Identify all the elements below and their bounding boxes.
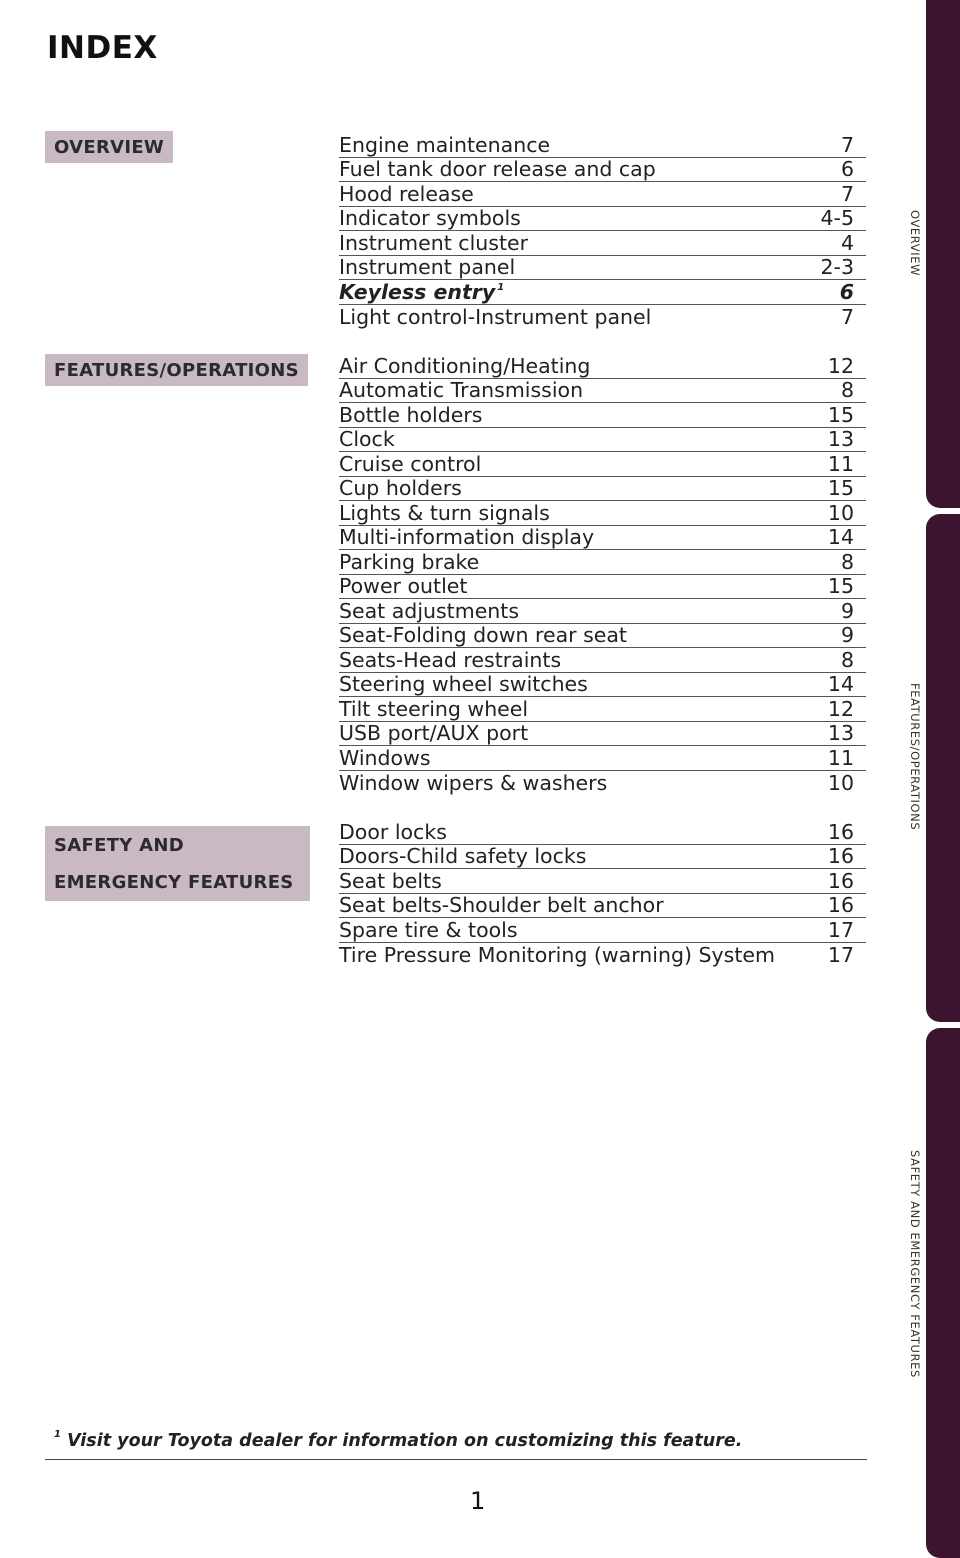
entry-label bbox=[339, 452, 481, 476]
entry-page-number: 2-3 bbox=[820, 255, 854, 279]
index-entry bbox=[339, 158, 866, 183]
index-entry bbox=[339, 697, 866, 722]
entry-page-number: 16 bbox=[827, 893, 854, 917]
entry-label-text: Keyless entry bbox=[339, 279, 496, 304]
entry-label-text: Cup holders bbox=[339, 476, 462, 500]
entry-label bbox=[339, 869, 442, 893]
entry-label-text: USB port/AUX port bbox=[339, 721, 529, 745]
entry-label bbox=[339, 305, 651, 329]
side-tab-features[interactable] bbox=[926, 514, 960, 1022]
index-entry bbox=[339, 305, 866, 330]
side-tab-safety[interactable] bbox=[926, 1028, 960, 1558]
index-entry bbox=[339, 550, 866, 575]
category-safety-line1: SAFETY AND bbox=[54, 835, 185, 856]
page-title: INDEX bbox=[47, 30, 158, 66]
entry-label-text: Doors-Child safety locks bbox=[339, 844, 587, 868]
entry-label bbox=[339, 844, 586, 868]
index-entry bbox=[339, 575, 866, 600]
entry-label bbox=[339, 525, 594, 549]
index-entry bbox=[339, 231, 866, 256]
entry-label-text: Air Conditioning/Heating bbox=[339, 353, 591, 378]
entry-label bbox=[339, 893, 664, 917]
footnote-divider bbox=[45, 1459, 867, 1460]
entry-label-text: Tilt steering wheel bbox=[339, 696, 529, 721]
entry-label bbox=[339, 403, 482, 427]
entry-label-text: Seats-Head restraints bbox=[339, 647, 562, 672]
index-entry bbox=[339, 501, 866, 526]
category-features-label: FEATURES/OPERATIONS bbox=[45, 354, 308, 386]
entry-label bbox=[339, 648, 561, 672]
index-entry bbox=[339, 820, 866, 845]
safety-entries bbox=[339, 820, 866, 967]
entry-label bbox=[339, 157, 656, 181]
index-entry bbox=[339, 182, 866, 207]
index-entry bbox=[339, 280, 866, 305]
entry-label bbox=[339, 721, 528, 745]
entry-page-number: 13 bbox=[827, 427, 854, 451]
entry-label-text: Seat adjustments bbox=[339, 598, 520, 623]
page-number: 1 bbox=[470, 1487, 486, 1515]
entry-label bbox=[339, 697, 528, 721]
entry-label-text: Parking brake bbox=[339, 549, 480, 574]
entry-label-text: Light control-Instrument panel bbox=[339, 305, 652, 329]
index-entry bbox=[339, 452, 866, 477]
entry-page-number: 16 bbox=[827, 819, 854, 844]
entry-label-text: Windows bbox=[339, 745, 431, 770]
entry-label bbox=[339, 378, 583, 402]
entry-label-text: Instrument cluster bbox=[339, 230, 529, 255]
entry-page-number: 9 bbox=[840, 623, 854, 647]
footnote-marker: 1 bbox=[54, 1429, 61, 1440]
index-entry bbox=[339, 403, 866, 428]
entry-page-number: 12 bbox=[827, 353, 854, 378]
entry-label bbox=[339, 206, 521, 230]
entry-label-text: Bottle holders bbox=[339, 402, 483, 427]
entry-label-text: Hood release bbox=[339, 181, 474, 206]
entry-label bbox=[339, 231, 528, 255]
entry-label bbox=[339, 574, 467, 598]
entry-label-text: Automatic Transmission bbox=[339, 378, 584, 402]
entry-label bbox=[339, 771, 607, 795]
entry-label-text: Fuel tank door release and cap bbox=[339, 157, 656, 181]
footnote bbox=[52, 1429, 742, 1451]
entry-label-text: Cruise control bbox=[339, 451, 482, 476]
entry-label-text: Multi-information display bbox=[339, 525, 595, 549]
entry-page-number: 4 bbox=[840, 230, 854, 255]
entry-page-number: 15 bbox=[827, 402, 854, 427]
category-overview-label: OVERVIEW bbox=[45, 131, 173, 163]
index-entry bbox=[339, 869, 866, 894]
entry-label bbox=[339, 476, 462, 500]
entry-label bbox=[339, 427, 395, 451]
entry-label bbox=[339, 276, 504, 304]
entry-label bbox=[339, 182, 474, 206]
entry-page-number: 7 bbox=[840, 305, 854, 329]
entry-page-number: 11 bbox=[827, 451, 854, 476]
entry-page-number: 8 bbox=[840, 549, 854, 574]
side-label-features: FEATURES/OPERATIONS bbox=[908, 683, 922, 831]
entry-page-number: 8 bbox=[840, 378, 854, 402]
index-entry bbox=[339, 624, 866, 649]
entry-label-text: Seat belts bbox=[339, 868, 442, 893]
entry-page-number: 17 bbox=[827, 917, 854, 942]
entry-label-text: Window wipers & washers bbox=[339, 771, 608, 795]
entry-page-number: 8 bbox=[840, 647, 854, 672]
index-entry bbox=[339, 746, 866, 771]
entry-page-number: 17 bbox=[827, 943, 854, 967]
entry-page-number: 14 bbox=[827, 525, 854, 549]
index-entry bbox=[339, 648, 866, 673]
entry-label-text: Indicator symbols bbox=[339, 206, 521, 230]
category-safety-line2: EMERGENCY FEATURES bbox=[54, 872, 294, 893]
entry-page-number: 15 bbox=[827, 574, 854, 598]
index-entry bbox=[339, 845, 866, 870]
entry-label-text: Spare tire & tools bbox=[339, 917, 518, 942]
index-entry bbox=[339, 918, 866, 943]
index-entry bbox=[339, 673, 866, 698]
entry-page-number: 14 bbox=[827, 672, 854, 696]
index-entry bbox=[339, 354, 866, 379]
entry-page-number: 7 bbox=[840, 181, 854, 206]
entry-label-text: Clock bbox=[339, 427, 395, 451]
footnote-text: Visit your Toyota dealer for information on customizing this feature. bbox=[67, 1431, 743, 1451]
entry-label bbox=[339, 501, 550, 525]
side-label-overview: OVERVIEW bbox=[908, 210, 922, 277]
entry-page-number: 13 bbox=[827, 721, 854, 745]
entry-label bbox=[339, 672, 588, 696]
entry-label bbox=[339, 133, 550, 157]
index-entry bbox=[339, 133, 866, 158]
entry-page-number: 9 bbox=[840, 598, 854, 623]
entry-page-number: 12 bbox=[827, 696, 854, 721]
entry-label-text: Door locks bbox=[339, 819, 447, 844]
index-entry bbox=[339, 722, 866, 747]
entry-page-number: 16 bbox=[827, 844, 854, 868]
entry-page-number: 15 bbox=[827, 476, 854, 500]
entry-label bbox=[339, 599, 519, 623]
index-entry bbox=[339, 771, 866, 796]
index-entry bbox=[339, 477, 866, 502]
index-entry bbox=[339, 428, 866, 453]
entry-page-number: 6 bbox=[840, 157, 854, 181]
entry-page-number: 7 bbox=[840, 132, 854, 157]
entry-label bbox=[339, 918, 518, 942]
entry-page-number: 10 bbox=[827, 500, 854, 525]
features-entries bbox=[339, 354, 866, 795]
entry-label-text: Power outlet bbox=[339, 574, 468, 598]
overview-entries bbox=[339, 133, 866, 329]
entry-label-text: Lights & turn signals bbox=[339, 500, 550, 525]
entry-label bbox=[339, 746, 431, 770]
entry-label-text: Tire Pressure Monitoring (warning) System bbox=[339, 943, 775, 967]
category-safety-label bbox=[45, 826, 310, 901]
entry-label bbox=[339, 623, 627, 647]
index-entry bbox=[339, 526, 866, 551]
entry-label-text: Seat-Folding down rear seat bbox=[339, 623, 627, 647]
entry-label-text: Seat belts-Shoulder belt anchor bbox=[339, 893, 664, 917]
footnote-reference: 1 bbox=[497, 281, 505, 293]
entry-page-number: 4-5 bbox=[820, 206, 854, 230]
side-label-safety: SAFETY AND EMERGENCY FEATURES bbox=[908, 1150, 922, 1378]
entry-page-number: 16 bbox=[827, 868, 854, 893]
index-entry bbox=[339, 207, 866, 232]
entry-label bbox=[339, 820, 447, 844]
entry-label bbox=[339, 943, 775, 967]
index-entry bbox=[339, 943, 866, 968]
side-tab-overview[interactable] bbox=[926, 0, 960, 508]
entry-label bbox=[339, 354, 590, 378]
entry-page-number: 6 bbox=[839, 279, 854, 304]
index-entry bbox=[339, 894, 866, 919]
entry-label-text: Instrument panel bbox=[339, 255, 516, 279]
entry-label bbox=[339, 550, 479, 574]
entry-label-text: Steering wheel switches bbox=[339, 672, 588, 696]
entry-label-text: Engine maintenance bbox=[339, 132, 551, 157]
index-entry bbox=[339, 599, 866, 624]
index-entry bbox=[339, 379, 866, 404]
entry-page-number: 11 bbox=[827, 745, 854, 770]
entry-page-number: 10 bbox=[827, 771, 854, 795]
